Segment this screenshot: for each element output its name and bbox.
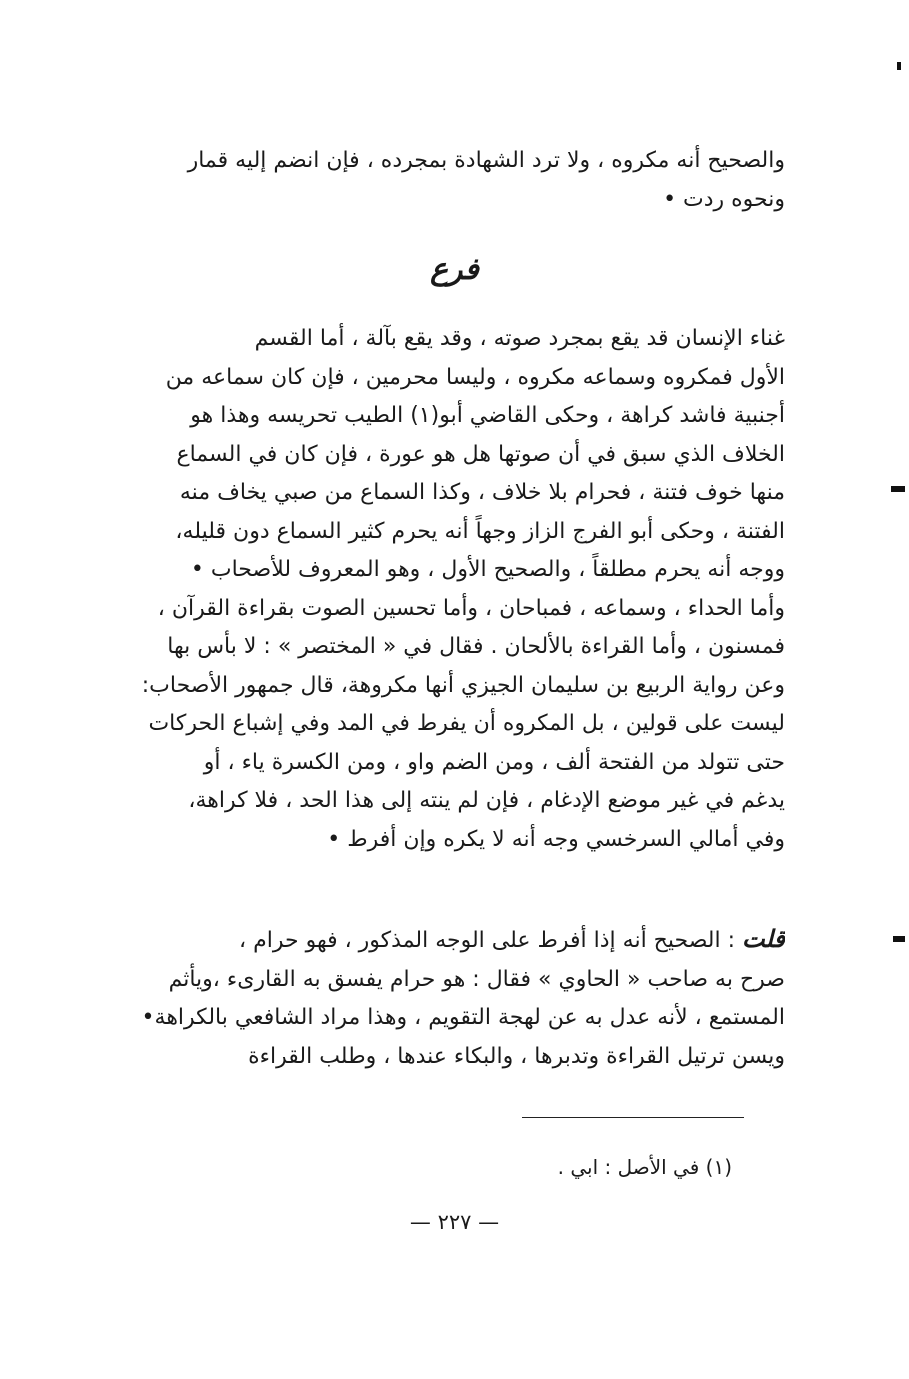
text-line: أجنبية فاشد كراهة ، وحكى القاضي أبو(١) الطيب تحريسه وهذا هو	[190, 403, 785, 428]
text-line: الأول فمكروه وسماعه مكروه ، وليسا محرمين ، فإن كان سماعه من	[165, 364, 785, 390]
footnote-separator	[522, 1117, 744, 1118]
footnote: (١) في الأصل : ابي .	[557, 1155, 732, 1179]
section-heading: فرع	[430, 252, 479, 287]
text-line: صرح به صاحب « الحاوي » فقال : هو حرام يفسق به القارىء ،ويأثم	[168, 966, 785, 992]
scan-edge-mark	[893, 936, 905, 942]
text-line: المستمع ، لأنه عدل به عن لهجة التقويم ، وهذا مراد الشافعي بالكراهة•	[141, 1005, 785, 1030]
text-line: ويسن ترتيل القراءة وتدبرها ، والبكاء عندها ، وطلب القراءة	[248, 1043, 785, 1069]
text-line: وعن رواية الربيع بن سليمان الجيزي أنها مكروهة، قال جمهور الأصحاب:	[141, 672, 785, 698]
scan-edge-mark	[897, 62, 901, 70]
text-line: وأما الحداء ، وسماعه ، فمباحان ، وأما تحسين الصوت بقراءة القرآن ،	[157, 595, 785, 621]
qult-paragraph	[130, 920, 785, 1076]
text-line: الفتنة ، وحكى أبو الفرج الزاز وجهاً أنه يحرم كثير السماع دون قليله،	[175, 518, 785, 544]
text-line	[130, 920, 785, 961]
text-line: حتى تتولد من الفتحة ألف ، ومن الضم واو ، ومن الكسرة ياء ، أو	[203, 749, 785, 775]
text-line: الخلاف الذي سبق في أن صوتها هل هو عورة ، فإن كان في السماع	[176, 441, 785, 467]
text-line: ووجه أنه يحرم مطلقاً ، والصحيح الأول ، وهو المعروف للأصحاب •	[190, 557, 785, 582]
text-line: منها خوف فتنة ، فحرام بلا خلاف ، وكذا السماع من صبي يخاف منه	[179, 480, 785, 505]
text-line: ونحوه ردت •	[663, 186, 785, 212]
text-line: ليست على قولين ، بل المكروه أن يفرط في المد وفي إشباع الحركات	[148, 711, 785, 736]
scan-edge-mark	[891, 486, 905, 492]
qult-first-line-text: : الصحيح أنه إذا أفرط على الوجه المذكور ، فهو حرام ،	[239, 928, 736, 953]
text-line: فمسنون ، وأما القراءة بالألحان . فقال في « المختصر » : لا بأس بها	[167, 634, 785, 659]
main-paragraph	[130, 320, 785, 859]
intro-paragraph	[130, 142, 785, 219]
page-number: — ٢٢٧ —	[409, 1210, 500, 1234]
qult-lead-word: قلت	[742, 925, 785, 953]
text-line: غناء الإنسان قد يقع بمجرد صوته ، وقد يقع بآلة ، أما القسم	[254, 326, 785, 351]
text-line: والصحيح أنه مكروه ، ولا ترد الشهادة بمجرده ، فإن انضم إليه قمار	[187, 148, 785, 173]
text-line: يدغم في غير موضع الإدغام ، فإن لم ينته إلى هذا الحد ، فلا كراهة،	[188, 788, 785, 813]
text-line: وفي أمالي السرخسي وجه أنه لا يكره وإن أفرط •	[327, 826, 785, 852]
